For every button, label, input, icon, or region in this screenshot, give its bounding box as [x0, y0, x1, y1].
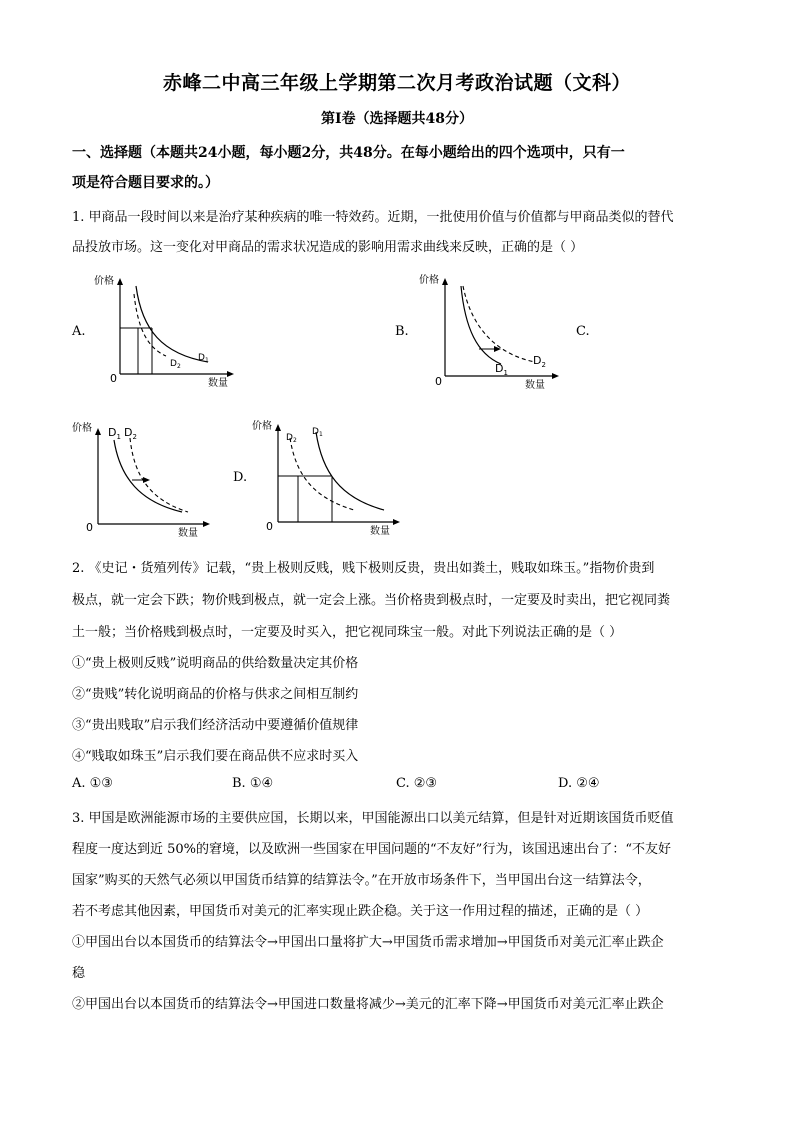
q3-item-2-line1: ②甲国出台以本国货币的结算法令→甲国进口数量将减少→美元的汇率下降→甲国货币对美元汇率止跌企 [72, 997, 664, 1012]
axis-label-price: 价格 [94, 276, 114, 287]
q1-graph-c [70, 414, 220, 538]
q2-text-line3: 土一般；当价格贱到极点时，一定要及时买入，把它视同珠宝一般。对此下列说法正确的是（ ） [72, 625, 623, 640]
q2-item-2: ②“贵贱”转化说明商品的价格与供求之间相互制约 [72, 687, 359, 702]
curve-d1-sub: 1 [318, 431, 323, 438]
q2-item-1: ①“贵上极则反贱”说明商品的供给数量决定其价格 [72, 656, 359, 671]
svg-text:D1 [108, 426, 121, 441]
q2-text-line2: 极点，就一定会下跌；物价贱到极点，就一定会上涨。当价格贵到极点时，一定要及时卖出，把它视同粪 [72, 593, 671, 608]
q2-choice-a: A. ①③ [72, 776, 113, 791]
axis-label-quantity: 数量 [178, 528, 198, 538]
origin-label: 0 [86, 521, 93, 534]
curve-d1-label: D [198, 353, 205, 363]
origin-label: 0 [435, 375, 442, 388]
q3-text-line4: 若不考虑其他因素，甲国货币对美元的汇率实现止跌企稳。关于这一作用过程的描述，正确的是（ ） [72, 904, 649, 919]
q1-graph-d [250, 414, 410, 538]
q1-text-line2: 品投放市场。这一变化对甲商品的需求状况造成的影响用需求曲线来反映，正确的是（ ） [72, 240, 584, 255]
section-subtitle: 第Ⅰ卷（选择题共48分） [320, 111, 474, 127]
curve-d2-label: D [170, 359, 177, 369]
q3-text-line3: 国家”购买的天然气必须以甲国货币结算的结算法令。”在开放市场条件下，当甲国出台这一结算法令， [72, 873, 651, 888]
origin-label: 0 [110, 372, 117, 385]
q1-option-b-label: B. [395, 324, 409, 339]
q1-option-d-label: D. [233, 470, 248, 485]
q2-item-4: ④“贱取如珠玉”启示我们要在商品供不应求时买入 [72, 749, 359, 764]
q3-text-line1: 3. 甲国是欧洲能源市场的主要供应国，长期以来，甲国能源出口以美元结算，但是针对近期该国货币贬值 [72, 811, 674, 826]
q1-graph-b [415, 268, 565, 392]
q3-text-line2: 程度一度达到近 50%的窘境，以及欧洲一些国家在甲国问题的“不友好”行为，该国迅速出台了：“不友好 [72, 842, 671, 857]
q2-item-3: ③“贵出贱取”启示我们经济活动中要遵循价值规律 [72, 718, 359, 733]
q1-text-line1: 1. 甲商品一段时间以来是治疗某种疾病的唯一特效药。近期，一批使用价值与价值都与甲商品类似的替代 [72, 210, 674, 225]
svg-text:D2 [533, 354, 546, 369]
axis-label-quantity: 数量 [208, 378, 228, 389]
curve-d1-sub: 1 [503, 369, 508, 377]
axis-label-price: 价格 [252, 421, 272, 432]
section-instruction-line1: 一、选择题（本题共24小题，每小题2分，共48分。在每小题给出的四个选项中，只有一 [72, 145, 625, 161]
curve-d2-sub: 2 [541, 361, 546, 369]
origin-label: 0 [266, 520, 273, 533]
svg-text:D2 [124, 426, 137, 441]
q3-item-1-line1: ①甲国出台以本国货币的结算法令→甲国出口量将扩大→甲国货币需求增加→甲国货币对美元汇率止跌企 [72, 935, 664, 950]
curve-d2-sub: 2 [292, 437, 297, 444]
q1-graph-a [90, 270, 240, 390]
axis-label-price: 价格 [72, 423, 92, 434]
q2-choice-b: B. ①④ [232, 776, 274, 791]
q1-option-c-label: C. [576, 324, 590, 339]
curve-d2-sub: 2 [176, 363, 181, 370]
q2-text-line1: 2. 《史记・货殖列传》记载，“贵上极则反贱，贱下极则反贵，贵出如粪土，贱取如珠玉。”指物价贵到 [72, 561, 655, 576]
curve-d1-sub: 1 [116, 433, 121, 441]
svg-text:D2 [286, 433, 297, 444]
curve-d2-sub: 2 [132, 433, 137, 441]
curve-d1-sub: 1 [204, 357, 209, 364]
curve-d2-label: D [533, 354, 542, 367]
svg-text:D1 [495, 362, 508, 377]
svg-text:D1 [198, 353, 209, 364]
curve-d2-label: D [124, 426, 133, 439]
axis-label-price: 价格 [419, 275, 439, 286]
curve-d1-label: D [312, 427, 319, 437]
curve-d1-label: D [108, 426, 117, 439]
section-instruction-line2: 项是符合题目要求的。） [72, 175, 219, 191]
svg-text:D1 [312, 427, 323, 438]
q3-item-1-line2: 稳 [72, 966, 86, 981]
svg-text:D2 [170, 359, 181, 370]
curve-d1-label: D [495, 362, 504, 375]
q1-option-a-label: A. [72, 324, 86, 339]
axis-label-quantity: 数量 [370, 526, 390, 537]
curve-d2-label: D [286, 433, 293, 443]
axis-label-quantity: 数量 [525, 380, 545, 391]
q2-choice-d: D. ②④ [558, 776, 600, 791]
q2-choice-c: C. ②③ [396, 776, 438, 791]
page-title: 赤峰二中高三年级上学期第二次月考政治试题（文科） [162, 72, 631, 94]
